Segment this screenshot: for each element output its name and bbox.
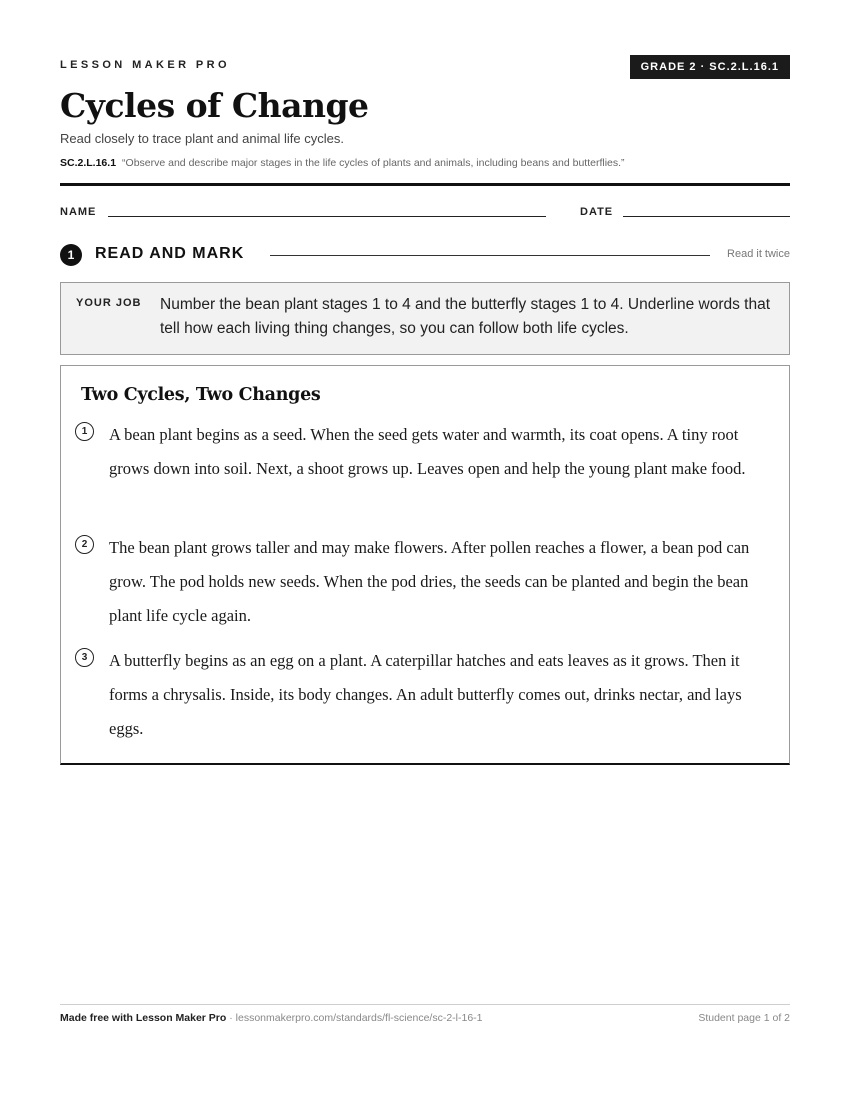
footer-made-with: Made free with Lesson Maker Pro	[60, 1012, 227, 1024]
brand-name: LESSON MAKER PRO	[60, 59, 230, 71]
section-title: READ AND MARK	[95, 245, 245, 262]
standard-line	[60, 157, 625, 169]
footer-page-number: Student page 1 of 2	[698, 1012, 790, 1024]
reading-passage	[60, 365, 790, 765]
paragraph-number-3: 3	[75, 648, 94, 667]
job-label: YOUR JOB	[76, 297, 142, 309]
name-field[interactable]	[108, 216, 546, 217]
date-label: DATE	[580, 206, 614, 218]
header-divider	[60, 183, 790, 186]
paragraph-text-1: A bean plant begins as a seed. When the seed gets water and warmth, its coat opens. A tiny root grows down into soil. Next, a shoot grows up. Leaves open and help the young plant make food.	[109, 425, 746, 478]
footer-separator: ·	[226, 1012, 236, 1024]
footer-url[interactable]: lessonmakerpro.com/standards/fl-science/sc-2-l-16-1	[235, 1012, 483, 1024]
footer-credit	[60, 1012, 483, 1024]
paragraph-number-2: 2	[75, 535, 94, 554]
section-note: Read it twice	[727, 248, 790, 260]
paragraph-number-1: 1	[75, 422, 94, 441]
job-box	[60, 282, 790, 355]
page-title: Cycles of Change	[60, 86, 369, 125]
section-header	[60, 243, 790, 267]
worksheet-page	[60, 0, 790, 1100]
standard-text: “Observe and describe major stages in the life cycles of plants and animals, including beans and butterflies.”	[122, 157, 625, 169]
job-instructions: Number the bean plant stages 1 to 4 and the butterfly stages 1 to 4. Underline words that tell how each living thing changes, so you can follow both life cycles.	[160, 296, 771, 337]
date-field[interactable]	[623, 216, 790, 217]
page-subtitle: Read closely to trace plant and animal life cycles.	[60, 131, 344, 146]
footer-divider	[60, 1004, 790, 1005]
paragraph-text-2: The bean plant grows taller and may make flowers. After pollen reaches a flower, a bean pod can grow. The pod holds new seeds. When the pod dries, the seeds can be planted and begin the bean plant life cycle again.	[109, 538, 750, 625]
paragraph-text-3: A butterfly begins as an egg on a plant. A caterpillar hatches and eats leaves as it grows. Then it forms a chrysalis. Inside, its body changes. An adult butterfly comes out, drinks nectar, and lays eggs.	[109, 651, 742, 738]
passage-title: Two Cycles, Two Changes	[81, 385, 321, 405]
section-number-badge: 1	[60, 244, 82, 266]
name-label: NAME	[60, 206, 97, 218]
section-divider	[270, 255, 710, 256]
standard-code: SC.2.L.16.1	[60, 157, 117, 169]
grade-badge: GRADE 2 · SC.2.L.16.1	[630, 55, 790, 79]
